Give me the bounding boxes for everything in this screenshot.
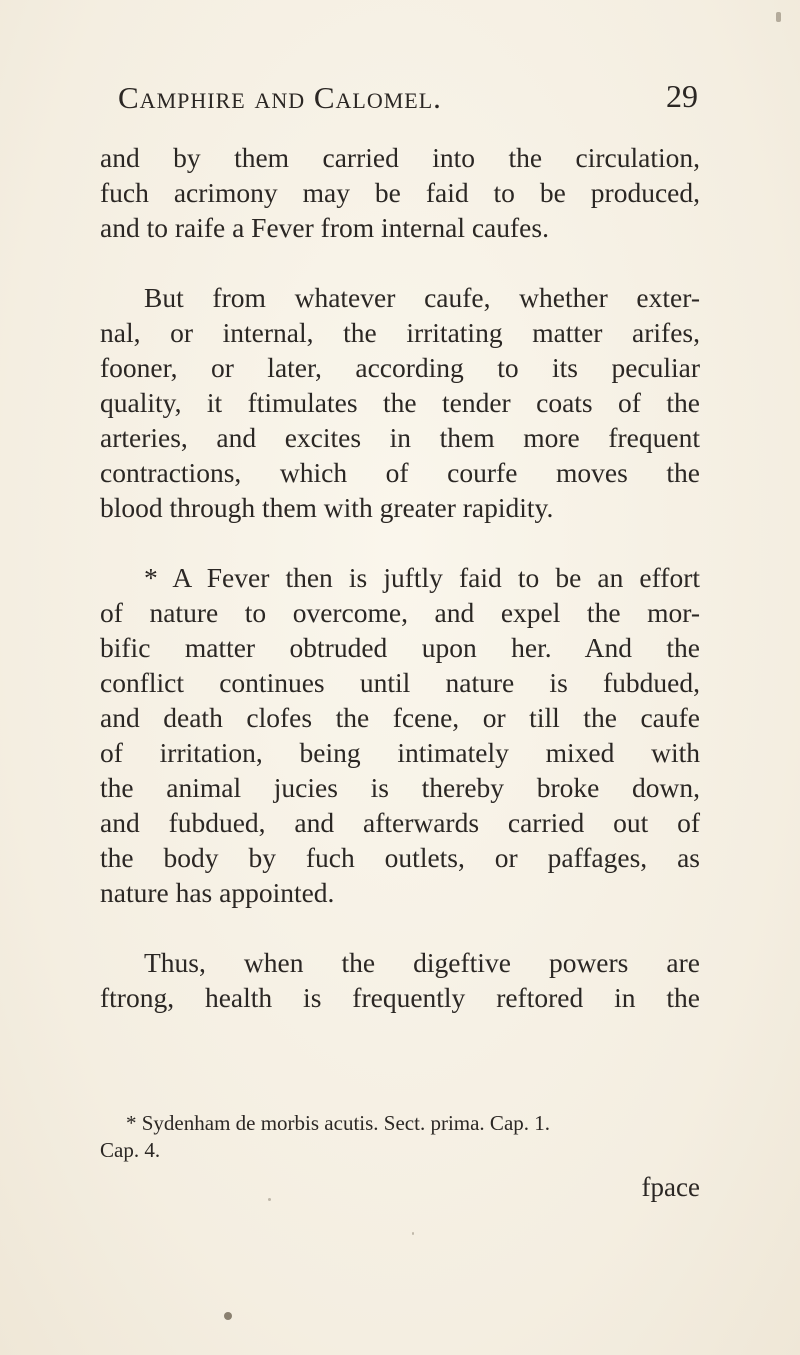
text-line: and by them carried into the circulation, (100, 142, 700, 173)
text-line: arteries, and excites in them more frequent (100, 422, 700, 453)
text-line: bific matter obtruded upon her. And the (100, 632, 700, 663)
text-line: and death clofes the fcene, or till the caufe (100, 702, 700, 733)
text-line: of irritation, being intimately mixed with (100, 737, 700, 768)
text-line: conflict continues until nature is fubdued, (100, 667, 700, 698)
paper-speck (224, 1312, 232, 1320)
paper-speck (412, 1232, 414, 1235)
footnote (100, 1110, 700, 1164)
text-line: fuch acrimony may be faid to be produced, (100, 177, 700, 208)
text-line: contractions, which of courfe moves the (100, 457, 700, 488)
running-head (118, 80, 698, 120)
text-line: nature has appointed. (100, 877, 335, 908)
text-line: blood through them with greater rapidity. (100, 492, 554, 523)
body-text (100, 140, 700, 1015)
footnote-line: Cap. 4. (100, 1138, 161, 1162)
page-number: 29 (666, 78, 698, 114)
text-line: Thus, when the digeftive powers are (144, 947, 700, 978)
paragraph-2 (100, 280, 700, 525)
paper-speck (776, 12, 781, 22)
footnote-line: * Sydenham de morbis acutis. Sect. prima. Cap. 1. (126, 1111, 551, 1135)
text-line: * A Fever then is juftly faid to be an effort (144, 562, 700, 593)
paragraph-4 (100, 945, 700, 1015)
text-line: fooner, or later, according to its peculiar (100, 352, 700, 383)
paragraph-1 (100, 140, 700, 245)
text-line: and to raife a Fever from internal caufes. (100, 212, 549, 243)
text-line: ftrong, health is frequently reftored in the (100, 982, 700, 1013)
paper-speck (268, 1198, 271, 1201)
catchword: fpace (641, 1172, 700, 1202)
text-line: the body by fuch outlets, or paffages, as (100, 842, 700, 873)
text-line: nal, or internal, the irritating matter arifes, (100, 317, 700, 348)
text-line: and fubdued, and afterwards carried out of (100, 807, 700, 838)
text-line: But from whatever caufe, whether exter- (144, 282, 700, 313)
running-title: Camphire and Calomel. (118, 80, 442, 115)
text-line: of nature to overcome, and expel the mor- (100, 597, 700, 628)
text-line: the animal jucies is thereby broke down, (100, 772, 700, 803)
paragraph-3 (100, 560, 700, 910)
text-line: quality, it ftimulates the tender coats of the (100, 387, 700, 418)
